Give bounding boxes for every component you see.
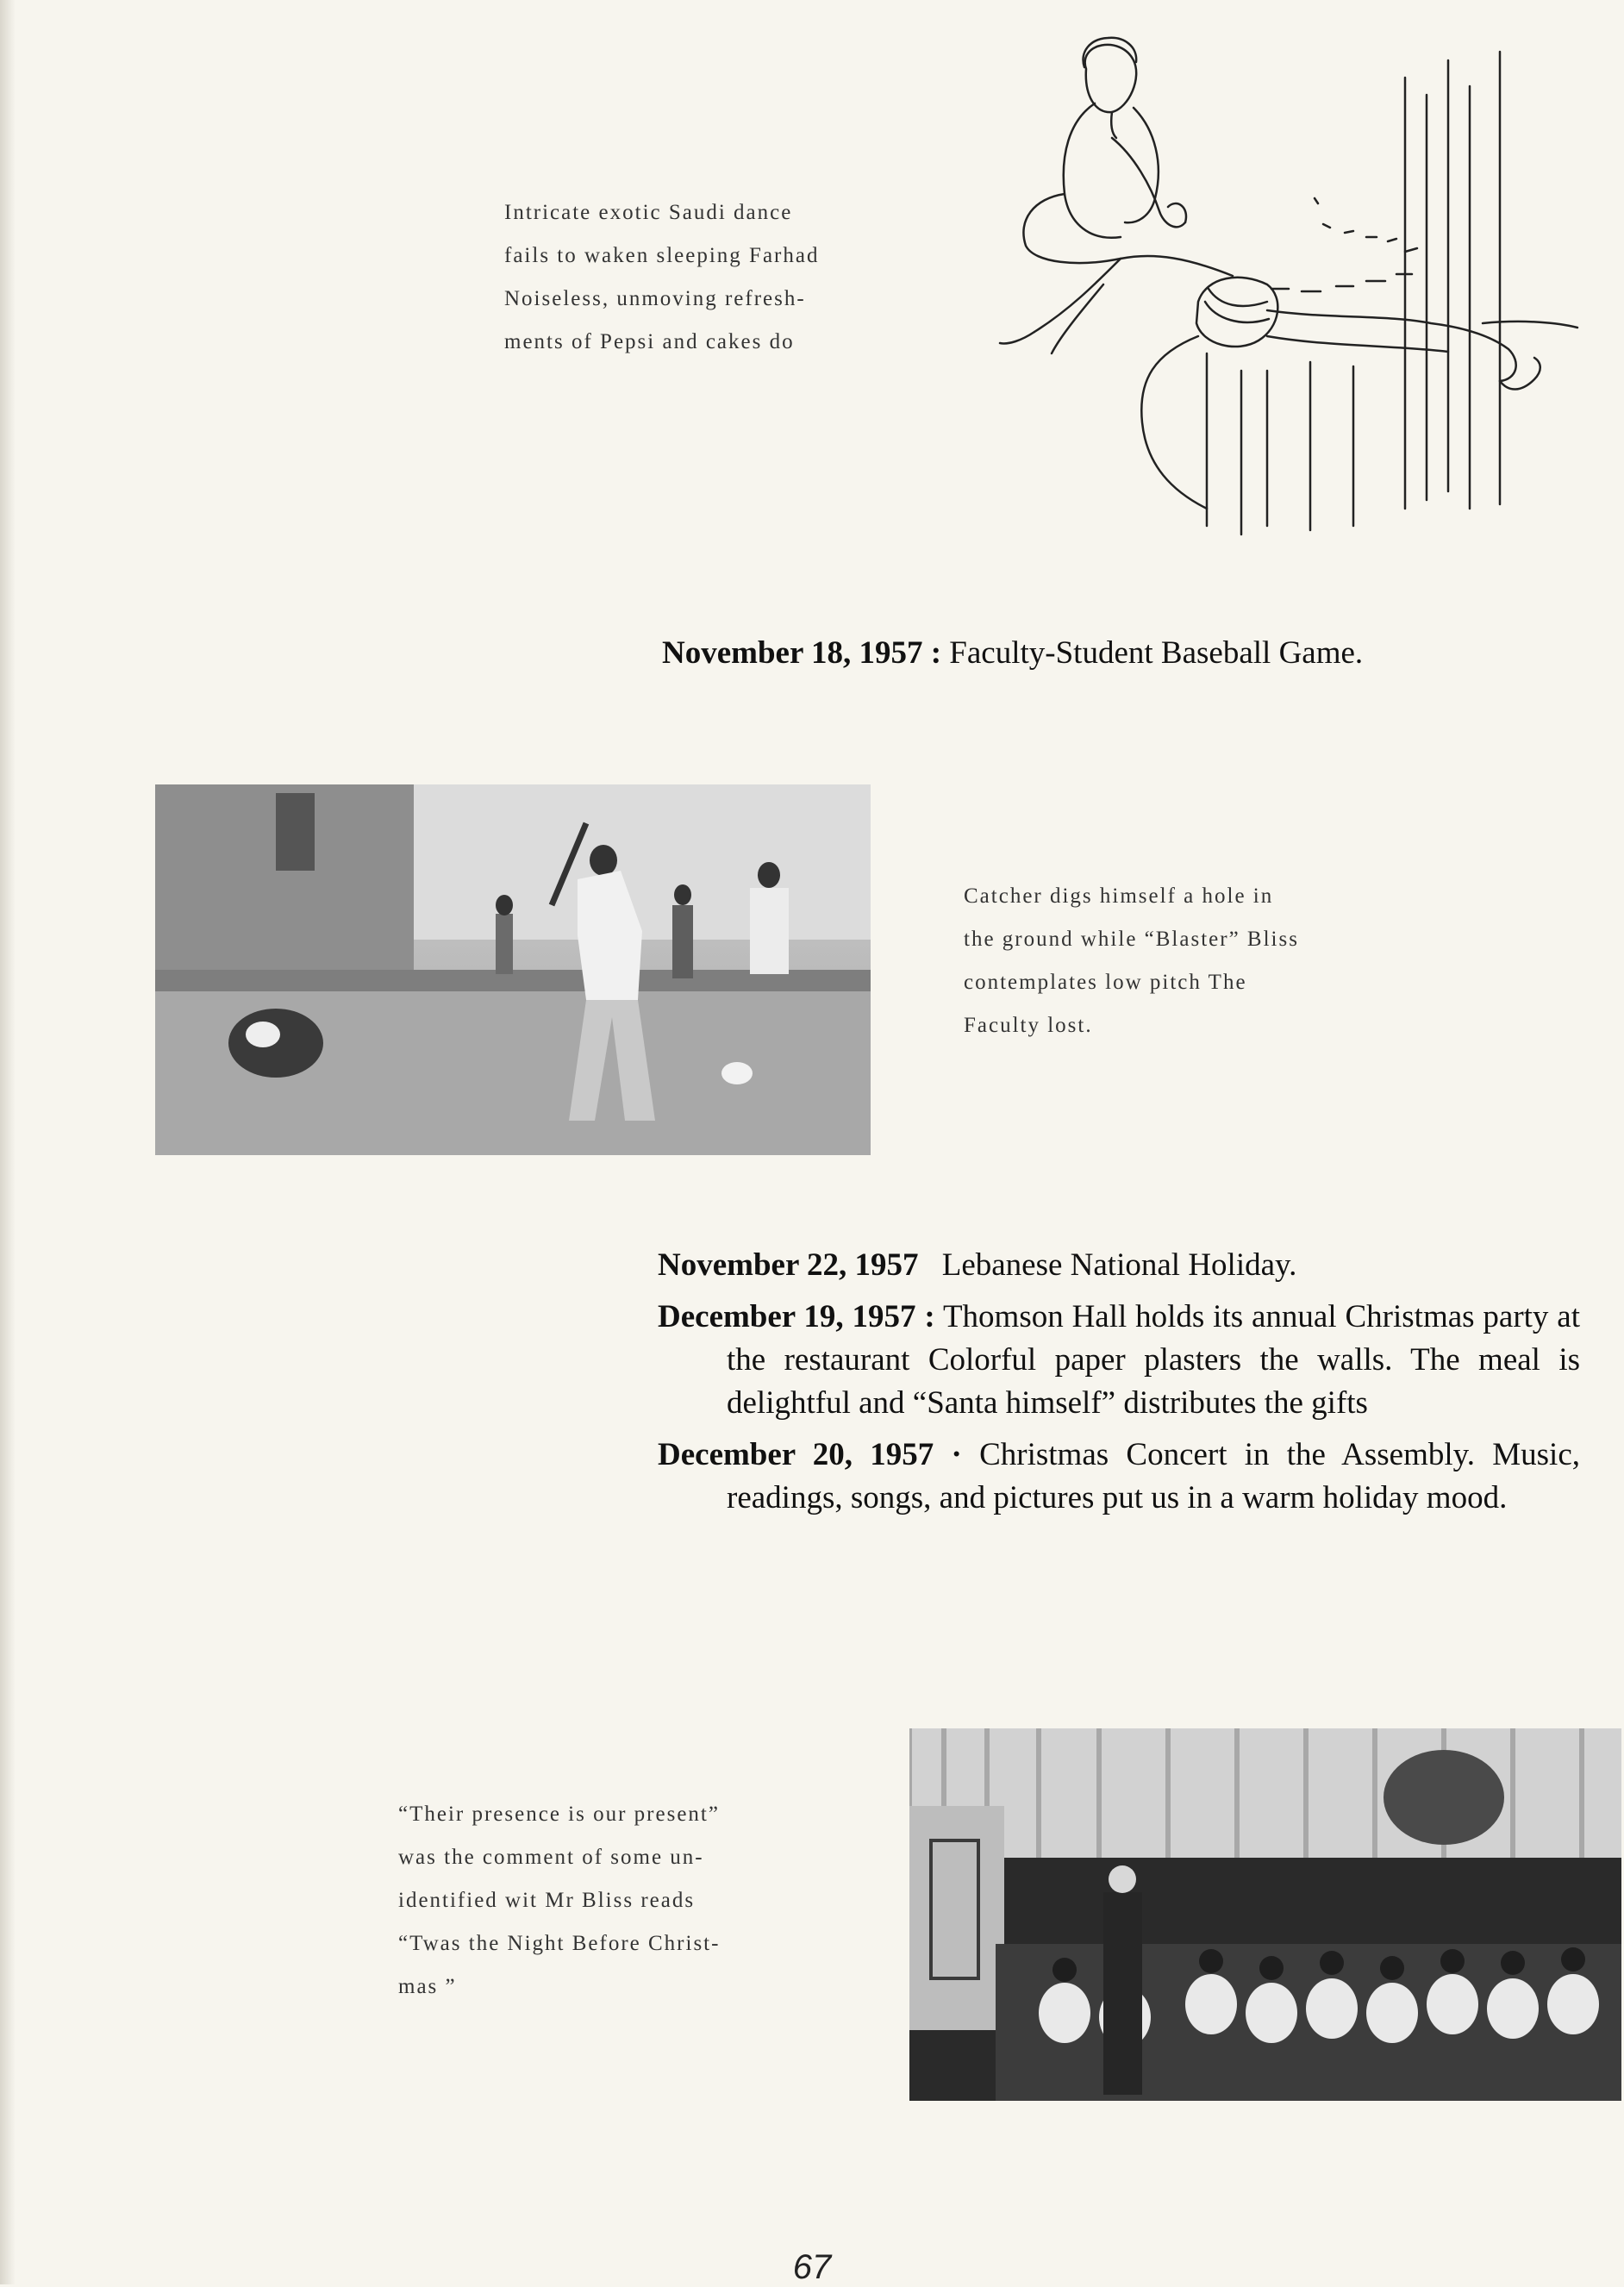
event-list	[658, 1244, 1580, 1520]
event-date: November 22, 1957	[658, 1247, 919, 1283]
baseball-photo	[155, 784, 871, 1155]
event-text: Faculty-Student Baseball Game.	[949, 635, 1364, 671]
caption-line: “Their presence is our present”	[398, 1803, 720, 1826]
caption-line: contemplates low pitch The	[964, 971, 1247, 994]
caption-line: was the comment of some un-	[398, 1846, 704, 1869]
event-date: December 19, 1957 :	[658, 1299, 935, 1334]
caption-line: identified wit Mr Bliss reads	[398, 1889, 696, 1912]
event-text: Thomson Hall holds its annual Christmas party at the restaurant Colorful paper plasters the walls. The meal is delightful and “Santa himself” distributes the gifts	[727, 1299, 1581, 1421]
event-date: December 20, 1957 ·	[658, 1437, 962, 1472]
baseball-caption	[964, 875, 1373, 1047]
event-text: Lebanese National Holiday.	[941, 1247, 1297, 1283]
caption-line: Faculty lost.	[964, 1014, 1093, 1037]
page-number: 67	[792, 2248, 832, 2286]
caption-line: Noiseless, unmoving refresh-	[504, 287, 806, 310]
caption-line: ments of Pepsi and cakes do	[504, 330, 795, 353]
caption-line: “Twas the Night Before Christ-	[398, 1932, 721, 1955]
event-baseball	[662, 632, 1541, 675]
page-edge	[0, 0, 16, 2284]
event-date: November 18, 1957 :	[662, 635, 942, 671]
event-entry	[658, 1296, 1580, 1425]
caption-line: fails to waken sleeping Farhad	[504, 244, 820, 267]
concert-caption	[398, 1793, 816, 2009]
caption-line: the ground while “Blaster” Bliss	[964, 928, 1299, 951]
caption-line: Intricate exotic Saudi dance	[504, 201, 793, 224]
dance-sketch-illustration	[983, 26, 1586, 543]
sketch-caption	[504, 191, 922, 364]
event-text: Christmas Concert in the Assembly. Music, readings, songs, and pictures put us in a warm holiday mood.	[727, 1437, 1580, 1515]
event-entry	[658, 1434, 1580, 1520]
caption-line: mas ”	[398, 1975, 457, 1998]
concert-photo	[909, 1728, 1621, 2101]
event-entry	[658, 1244, 1580, 1287]
caption-line: Catcher digs himself a hole in	[964, 884, 1274, 908]
